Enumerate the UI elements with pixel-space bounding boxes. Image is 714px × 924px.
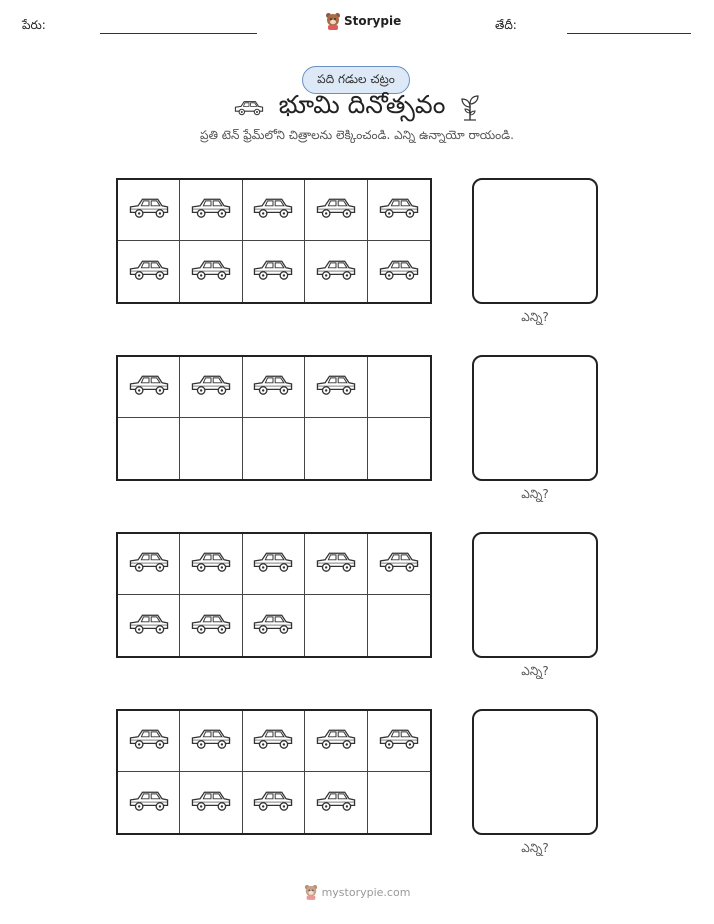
car-icon — [127, 258, 171, 286]
date-field[interactable] — [567, 33, 691, 34]
ten-frame-cell — [180, 241, 242, 302]
ten-frame-cell — [305, 180, 367, 241]
ten-frame-cell — [118, 711, 180, 772]
ten-frame-cell — [118, 595, 180, 656]
instructions: ప్రతి టెన్ ఫ్రేమ్‌లోని చిత్రాలను లెక్కించండి. ఎన్ని ఉన్నాయో రాయండి. — [200, 128, 514, 142]
answer-box-1[interactable] — [472, 178, 598, 304]
car-icon — [127, 789, 171, 817]
brand-name: Storypie — [344, 14, 402, 28]
car-icon — [251, 373, 295, 401]
ten-frame-cell — [368, 534, 430, 595]
ten-frame-cell — [368, 241, 430, 302]
ten-frame-cell — [243, 241, 305, 302]
sprout-icon — [459, 95, 481, 121]
ten-frame-cell — [305, 534, 367, 595]
car-icon — [314, 196, 358, 224]
page-title: భూమి దినోత్సవం — [278, 90, 446, 119]
car-icon — [251, 727, 295, 755]
date-label: తేదీ: — [495, 18, 517, 32]
ten-frame-cell — [118, 418, 180, 479]
car-icon — [377, 550, 421, 578]
how-many-label-1: ఎన్ని? — [521, 310, 549, 324]
car-icon — [127, 196, 171, 224]
ten-frame-cell — [305, 418, 367, 479]
car-icon — [251, 550, 295, 578]
ten-frame-cell — [180, 180, 242, 241]
car-icon — [377, 258, 421, 286]
ten-frame-cell — [368, 772, 430, 833]
ten-frame-cell — [243, 595, 305, 656]
ten-frame-cell — [368, 180, 430, 241]
car-icon — [251, 612, 295, 640]
ten-frame-cell — [305, 241, 367, 302]
ten-frame-cell — [243, 534, 305, 595]
ten-frame-cell — [180, 357, 242, 418]
ten-frame-cell — [180, 534, 242, 595]
ten-frame-cell — [368, 357, 430, 418]
car-icon — [377, 196, 421, 224]
ten-frame-1 — [116, 178, 432, 304]
ten-frame-2 — [116, 355, 432, 481]
ten-frame-cell — [243, 357, 305, 418]
car-icon — [314, 550, 358, 578]
car-icon — [127, 550, 171, 578]
ten-frame-cell — [305, 772, 367, 833]
ten-frame-cell — [180, 595, 242, 656]
name-field[interactable] — [100, 33, 257, 34]
ten-frame-cell — [305, 595, 367, 656]
car-icon — [314, 789, 358, 817]
car-icon — [189, 612, 233, 640]
bear-icon — [304, 884, 318, 900]
brand-logo — [325, 12, 401, 30]
ten-frame-3 — [116, 532, 432, 658]
car-icon — [189, 258, 233, 286]
ten-frame-cell — [118, 772, 180, 833]
ten-frame-cell — [243, 180, 305, 241]
car-icon — [233, 98, 265, 118]
car-icon — [251, 258, 295, 286]
car-icon — [314, 258, 358, 286]
how-many-label-2: ఎన్ని? — [521, 487, 549, 501]
worksheet-type-badge: పది గడుల చట్రం — [302, 66, 410, 94]
ten-frame-cell — [118, 534, 180, 595]
ten-frame-cell — [118, 357, 180, 418]
ten-frame-cell — [180, 772, 242, 833]
footer — [0, 884, 714, 900]
car-icon — [189, 550, 233, 578]
ten-frame-cell — [368, 711, 430, 772]
car-icon — [251, 196, 295, 224]
car-icon — [127, 373, 171, 401]
ten-frame-cell — [368, 418, 430, 479]
title-row — [0, 90, 714, 126]
ten-frame-cell — [305, 711, 367, 772]
answer-box-4[interactable] — [472, 709, 598, 835]
ten-frame-4 — [116, 709, 432, 835]
how-many-label-4: ఎన్ని? — [521, 841, 549, 855]
answer-box-2[interactable] — [472, 355, 598, 481]
name-label: పేరు: — [22, 18, 46, 32]
footer-site: mystorypie.com — [321, 885, 411, 899]
car-icon — [189, 196, 233, 224]
car-icon — [127, 727, 171, 755]
how-many-label-3: ఎన్ని? — [521, 664, 549, 678]
ten-frame-cell — [305, 357, 367, 418]
ten-frame-cell — [118, 180, 180, 241]
ten-frame-cell — [118, 241, 180, 302]
bear-icon — [325, 12, 341, 30]
ten-frame-cell — [180, 711, 242, 772]
car-icon — [314, 727, 358, 755]
ten-frame-cell — [368, 595, 430, 656]
car-icon — [189, 789, 233, 817]
car-icon — [251, 789, 295, 817]
ten-frame-cell — [180, 418, 242, 479]
car-icon — [314, 373, 358, 401]
ten-frame-cell — [243, 418, 305, 479]
car-icon — [189, 373, 233, 401]
car-icon — [189, 727, 233, 755]
car-icon — [127, 612, 171, 640]
answer-box-3[interactable] — [472, 532, 598, 658]
ten-frame-cell — [243, 711, 305, 772]
car-icon — [377, 727, 421, 755]
ten-frame-cell — [243, 772, 305, 833]
